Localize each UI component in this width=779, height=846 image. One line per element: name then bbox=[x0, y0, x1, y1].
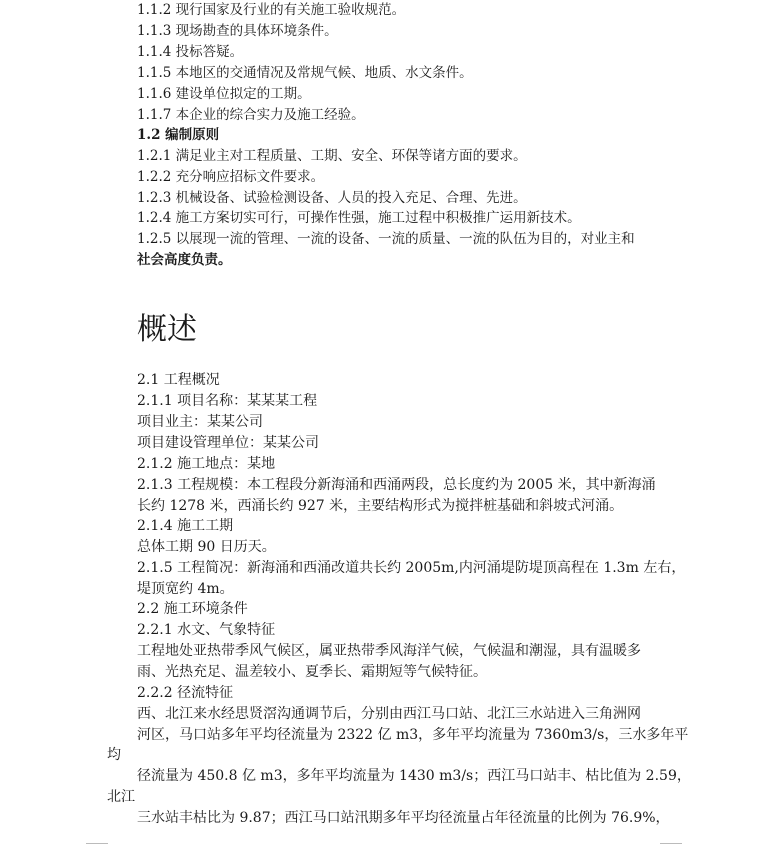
runoff-text-1: 西、北江来水经思贤滘沟通调节后，分别由西江马口站、北江三水站进入三角洲网 bbox=[137, 706, 641, 722]
clause-1-2-4: 1.2.4 施工方案切实可行，可操作性强，施工过程中积极推广运用新技术。 bbox=[137, 210, 581, 226]
clause-2-1-5-cont: 堤顶宽约 4m。 bbox=[137, 581, 234, 597]
clause-1-1-4: 1.1.4 投标答疑。 bbox=[137, 44, 244, 60]
project-owner: 项目业主：某某公司 bbox=[137, 414, 263, 430]
clause-1-2-1: 1.2.1 满足业主对工程质量、工期、安全、环保等诸方面的要求。 bbox=[137, 148, 527, 164]
clause-2-2-1: 2.2.1 水文、气象特征 bbox=[137, 622, 276, 638]
clause-2-1-3-cont: 长约 1278 米，西涌长约 927 米，主要结构形式为搅拌桩基础和斜坡式河涌。 bbox=[137, 498, 624, 514]
clause-1-1-3: 1.1.3 现场勘查的具体环境条件。 bbox=[137, 23, 338, 39]
page-corner-mark-left bbox=[86, 843, 108, 844]
section-2-2: 2.2 施工环境条件 bbox=[137, 601, 248, 617]
clause-2-1-2: 2.1.2 施工地点：某地 bbox=[137, 456, 276, 472]
runoff-text-wrap-2: 北江 bbox=[107, 789, 135, 805]
clause-1-2-5: 1.2.5 以展现一流的管理、一流的设备、一流的质量、一流的队伍为目的，对业主和 bbox=[137, 231, 635, 247]
runoff-text-4: 三水站丰枯比为 9.87；西江马口站汛期多年平均径流量占年径流量的比例为 76.9%， bbox=[137, 810, 670, 826]
section-2-1: 2.1 工程概况 bbox=[137, 372, 220, 388]
runoff-text-3: 径流量为 450.8 亿 m3，多年平均流量为 1430 m3/s；西江马口站丰、枯比值为 2.59， bbox=[137, 768, 691, 784]
chapter-title: 概述 bbox=[137, 312, 197, 347]
page-corner-mark-right bbox=[660, 843, 682, 844]
clause-2-1-4: 2.1.4 施工工期 bbox=[137, 518, 234, 534]
runoff-text-2: 河区，马口站多年平均径流量为 2322 亿 m3，多年平均流量为 7360m3/s，三水多年平 bbox=[137, 727, 689, 743]
section-1-2-heading: 1.2 编制原则 bbox=[137, 127, 220, 143]
climate-text-1: 工程地处亚热带季风气候区，属亚热带季风海洋气候，气候温和潮湿，具有温暖多 bbox=[137, 643, 641, 659]
clause-1-2-2: 1.2.2 充分响应招标文件要求。 bbox=[137, 169, 325, 185]
clause-2-1-1: 2.1.1 项目名称：某某某工程 bbox=[137, 393, 318, 409]
runoff-text-wrap-1: 均 bbox=[107, 747, 121, 763]
project-management-unit: 项目建设管理单位：某某公司 bbox=[137, 435, 319, 451]
total-duration: 总体工期 90 日历天。 bbox=[137, 539, 276, 555]
climate-text-2: 雨、光热充足、温差较小、夏季长、霜期短等气候特征。 bbox=[137, 664, 487, 680]
clause-1-1-7: 1.1.7 本企业的综合实力及施工经验。 bbox=[137, 107, 365, 123]
clause-2-2-2: 2.2.2 径流特征 bbox=[137, 685, 234, 701]
clause-1-2-5-tail: 社会高度负责。 bbox=[137, 252, 232, 268]
clause-2-1-3: 2.1.3 工程规模：本工程段分新海涌和西涌两段，总长度约为 2005 米，其中新海涌 bbox=[137, 477, 656, 493]
clause-1-1-2: 1.1.2 现行国家及行业的有关施工验收规范。 bbox=[137, 2, 406, 18]
clause-2-1-5: 2.1.5 工程简况：新海涌和西涌改道共长约 2005m,内河涌堤防堤顶高程在 1.3m 左右， bbox=[137, 560, 686, 576]
clause-1-2-3: 1.2.3 机械设备、试验检测设备、人员的投入充足、合理、先进。 bbox=[137, 190, 527, 206]
clause-1-1-6: 1.1.6 建设单位拟定的工期。 bbox=[137, 86, 311, 102]
clause-1-1-5: 1.1.5 本地区的交通情况及常规气候、地质、水文条件。 bbox=[137, 65, 473, 81]
